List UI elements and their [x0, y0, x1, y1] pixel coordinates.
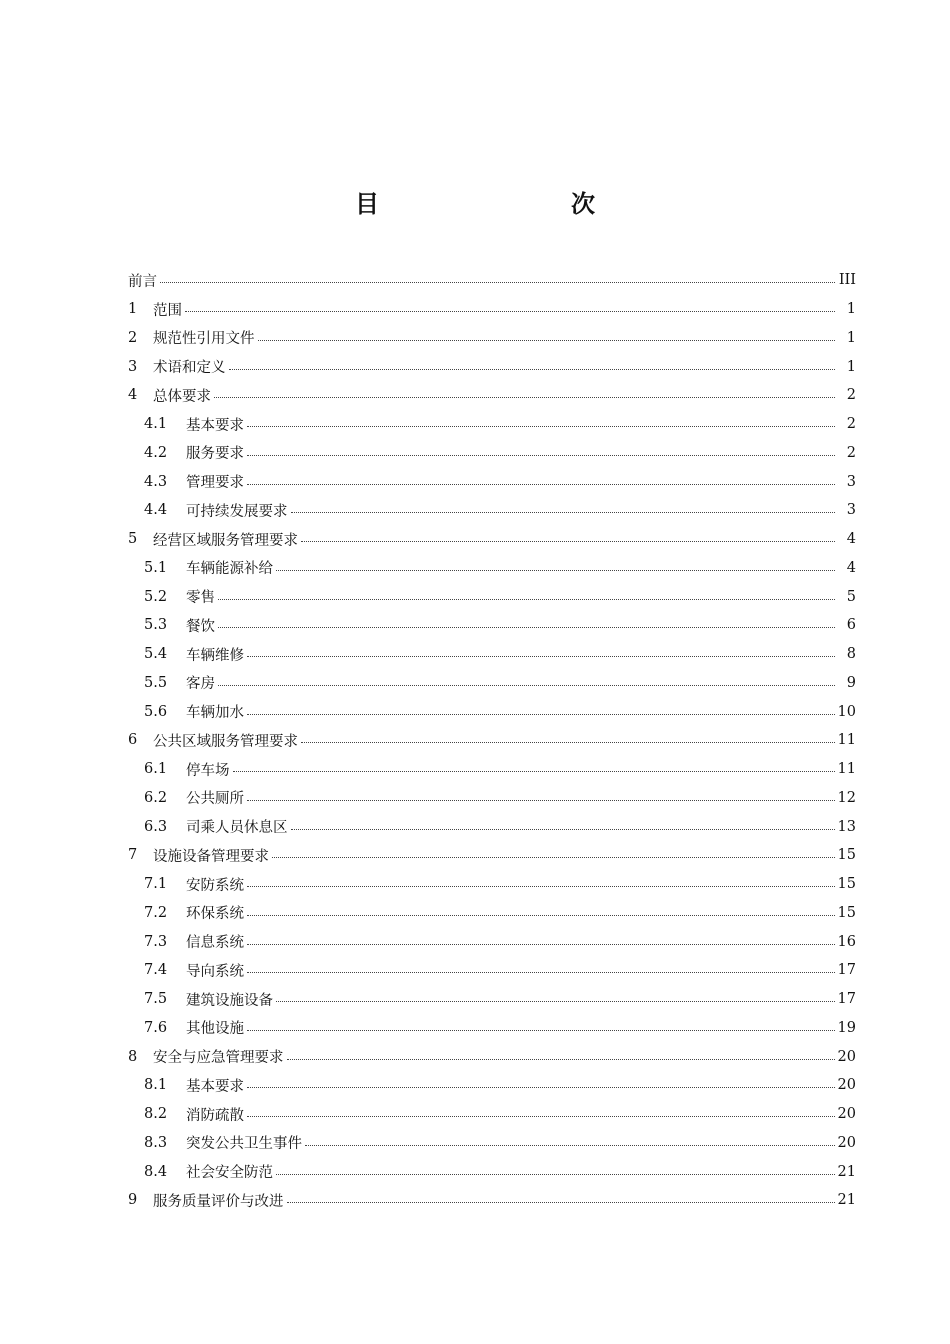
- toc-entry-number: 8.1: [144, 1077, 168, 1094]
- toc-entry-number: 5.2: [144, 588, 168, 605]
- toc-entry[interactable]: [128, 352, 856, 381]
- toc-entry-page-number: 1: [846, 358, 856, 375]
- toc-entry-number: 8.2: [144, 1106, 168, 1123]
- toc-entry-label: 服务要求: [186, 446, 244, 463]
- toc-entry-label: 停车场: [186, 762, 230, 779]
- toc-entry-number: 5.6: [144, 703, 168, 720]
- toc-dot-leader: [247, 425, 835, 427]
- toc-dot-leader: [218, 598, 835, 600]
- toc-entry-page-number: 9: [846, 674, 856, 691]
- toc-entry-page-number: 3: [846, 502, 856, 519]
- toc-dot-leader: [291, 511, 836, 513]
- toc-dot-leader: [160, 281, 835, 283]
- toc-entry[interactable]: [128, 266, 856, 295]
- toc-dot-leader: [185, 310, 835, 312]
- toc-entry-label: 公共厕所: [186, 791, 244, 808]
- toc-entry-label: 车辆维修: [186, 647, 244, 664]
- toc-entry[interactable]: [128, 582, 856, 611]
- toc-entry-page-number: 20: [837, 1048, 856, 1065]
- toc-entry[interactable]: [128, 640, 856, 669]
- toc-entry-number: 8.4: [144, 1163, 168, 1180]
- toc-entry-page-number: 4: [846, 531, 856, 548]
- toc-entry-label: 经营区域服务管理要求: [153, 532, 298, 549]
- toc-entry[interactable]: [128, 870, 856, 899]
- toc-entry-page-number: 17: [837, 962, 856, 979]
- toc-dot-leader: [247, 713, 835, 715]
- toc-entry-page-number: III: [838, 272, 856, 289]
- toc-entry[interactable]: [128, 525, 856, 554]
- toc-entry-label: 突发公共卫生事件: [186, 1136, 302, 1153]
- toc-dot-leader: [276, 1173, 835, 1175]
- toc-entry-label: 设施设备管理要求: [153, 848, 269, 865]
- toc-entry-number: 8: [128, 1048, 138, 1065]
- toc-entry[interactable]: [128, 669, 856, 698]
- toc-entry-number: 7.2: [144, 904, 168, 921]
- toc-entry-label: 可持续发展要求: [186, 503, 288, 520]
- toc-dot-leader: [233, 770, 835, 772]
- toc-dot-leader: [276, 569, 835, 571]
- toc-entry-number: 2: [128, 329, 138, 346]
- toc-entry[interactable]: [128, 410, 856, 439]
- toc-entry-page-number: 2: [846, 416, 856, 433]
- toc-entry-page-number: 11: [837, 761, 856, 778]
- toc-dot-leader: [301, 540, 835, 542]
- toc-entry-label: 车辆能源补给: [186, 561, 273, 578]
- toc-dot-leader: [247, 1029, 835, 1031]
- table-of-contents: [128, 266, 856, 1215]
- toc-entry-page-number: 12: [837, 789, 856, 806]
- toc-entry-label: 餐饮: [186, 618, 215, 635]
- toc-entry[interactable]: [128, 1186, 856, 1215]
- toc-entry-number: 5: [128, 531, 138, 548]
- toc-entry-page-number: 15: [837, 847, 856, 864]
- toc-entry-page-number: 11: [837, 732, 856, 749]
- toc-entry-number: 5.1: [144, 559, 168, 576]
- toc-entry-page-number: 1: [846, 329, 856, 346]
- toc-entry-number: 7.6: [144, 1019, 168, 1036]
- toc-dot-leader: [247, 1115, 835, 1117]
- toc-entry[interactable]: [128, 324, 856, 353]
- toc-dot-leader: [229, 368, 836, 370]
- toc-entry-label: 导向系统: [186, 963, 244, 980]
- toc-entry[interactable]: [128, 1042, 856, 1071]
- toc-entry[interactable]: [128, 554, 856, 583]
- toc-entry-number: 7.1: [144, 876, 168, 893]
- toc-dot-leader: [247, 1086, 835, 1088]
- toc-entry-label: 规范性引用文件: [153, 331, 255, 348]
- toc-entry-number: 6.3: [144, 818, 168, 835]
- toc-entry-label: 基本要求: [186, 1078, 244, 1095]
- toc-entry[interactable]: [128, 295, 856, 324]
- toc-entry-label: 术语和定义: [153, 360, 226, 377]
- toc-entry[interactable]: [128, 1157, 856, 1186]
- toc-entry-page-number: 20: [837, 1077, 856, 1094]
- toc-entry-label: 公共区域服务管理要求: [153, 733, 298, 750]
- toc-entry-page-number: 20: [837, 1134, 856, 1151]
- toc-entry-label: 基本要求: [186, 417, 244, 434]
- toc-entry[interactable]: [128, 899, 856, 928]
- toc-entry-page-number: 8: [846, 646, 856, 663]
- toc-entry[interactable]: [128, 755, 856, 784]
- toc-entry-label: 消防疏散: [186, 1107, 244, 1124]
- toc-entry[interactable]: [128, 1100, 856, 1129]
- toc-dot-leader: [291, 828, 835, 830]
- toc-dot-leader: [247, 483, 835, 485]
- toc-entry-number: 4.2: [144, 444, 168, 461]
- toc-entry-page-number: 4: [846, 559, 856, 576]
- toc-entry-number: 7.4: [144, 962, 168, 979]
- toc-entry-number: 7: [128, 847, 138, 864]
- toc-entry-label: 零售: [186, 590, 215, 607]
- toc-entry-page-number: 5: [846, 588, 856, 605]
- toc-entry[interactable]: [128, 985, 856, 1014]
- toc-entry-number: 8.3: [144, 1134, 168, 1151]
- toc-entry[interactable]: [128, 784, 856, 813]
- toc-entry-page-number: 13: [837, 818, 856, 835]
- toc-entry-page-number: 15: [837, 904, 856, 921]
- toc-dot-leader: [287, 1201, 835, 1203]
- toc-entry-number: 4.4: [144, 502, 168, 519]
- toc-entry[interactable]: [128, 611, 856, 640]
- toc-entry-label: 社会安全防范: [186, 1165, 273, 1182]
- toc-entry-label: 总体要求: [153, 388, 211, 405]
- toc-dot-leader: [218, 684, 835, 686]
- toc-dot-leader: [247, 943, 835, 945]
- toc-entry-number: 6.2: [144, 789, 168, 806]
- toc-dot-leader: [247, 655, 835, 657]
- toc-entry-number: 9: [128, 1192, 138, 1209]
- toc-entry[interactable]: [128, 381, 856, 410]
- toc-entry-number: 4.3: [144, 473, 168, 490]
- toc-entry-page-number: 21: [837, 1192, 856, 1209]
- toc-entry-label: 安全与应急管理要求: [153, 1050, 284, 1067]
- toc-entry-label: 信息系统: [186, 935, 244, 952]
- toc-entry-number: 6: [128, 732, 138, 749]
- toc-entry[interactable]: [128, 1129, 856, 1158]
- toc-entry-label: 安防系统: [186, 877, 244, 894]
- toc-entry-number: 5.3: [144, 617, 168, 634]
- toc-dot-leader: [247, 454, 835, 456]
- toc-entry-page-number: 6: [846, 617, 856, 634]
- toc-entry-label: 管理要求: [186, 475, 244, 492]
- toc-dot-leader: [287, 1058, 835, 1060]
- toc-entry-page-number: 17: [837, 991, 856, 1008]
- toc-entry-page-number: 16: [837, 933, 856, 950]
- toc-entry-label: 服务质量评价与改进: [153, 1193, 284, 1210]
- toc-entry-number: 4: [128, 387, 138, 404]
- toc-entry-page-number: 3: [846, 473, 856, 490]
- toc-entry-label: 范围: [153, 302, 182, 319]
- toc-dot-leader: [247, 799, 835, 801]
- toc-entry[interactable]: [128, 439, 856, 468]
- toc-entry[interactable]: [128, 812, 856, 841]
- toc-entry[interactable]: [128, 1071, 856, 1100]
- toc-entry-label: 环保系统: [186, 906, 244, 923]
- toc-entry-number: 5.4: [144, 646, 168, 663]
- toc-entry[interactable]: [128, 467, 856, 496]
- toc-dot-leader: [276, 1000, 835, 1002]
- toc-entry-number: 6.1: [144, 761, 168, 778]
- toc-entry-page-number: 10: [837, 703, 856, 720]
- toc-entry-page-number: 2: [846, 387, 856, 404]
- toc-dot-leader: [247, 971, 835, 973]
- toc-entry-page-number: 2: [846, 444, 856, 461]
- toc-entry[interactable]: [128, 1014, 856, 1043]
- toc-dot-leader: [214, 396, 835, 398]
- toc-entry-number: 3: [128, 358, 138, 375]
- toc-entry[interactable]: [128, 927, 856, 956]
- toc-entry-label: 建筑设施设备: [186, 992, 273, 1009]
- toc-dot-leader: [305, 1144, 835, 1146]
- toc-entry[interactable]: [128, 496, 856, 525]
- toc-entry-label: 客房: [186, 676, 215, 693]
- toc-entry-page-number: 15: [837, 876, 856, 893]
- toc-entry-number: 7.5: [144, 991, 168, 1008]
- toc-entry-number: 1: [128, 301, 138, 318]
- toc-entry-number: 4.1: [144, 416, 168, 433]
- page-title: 目 次: [355, 190, 643, 218]
- toc-entry[interactable]: [128, 841, 856, 870]
- toc-entry-page-number: 19: [837, 1019, 856, 1036]
- toc-entry-page-number: 21: [837, 1163, 856, 1180]
- toc-entry[interactable]: [128, 956, 856, 985]
- toc-dot-leader: [218, 626, 835, 628]
- toc-entry[interactable]: [128, 697, 856, 726]
- toc-entry-number: 7.3: [144, 933, 168, 950]
- toc-entry-number: 5.5: [144, 674, 168, 691]
- toc-entry-page-number: 20: [837, 1106, 856, 1123]
- toc-entry-label: 车辆加水: [186, 705, 244, 722]
- toc-dot-leader: [258, 339, 836, 341]
- toc-dot-leader: [301, 741, 835, 743]
- toc-dot-leader: [247, 914, 835, 916]
- toc-entry-label: 其他设施: [186, 1021, 244, 1038]
- toc-entry-label: 司乘人员休息区: [186, 820, 288, 837]
- toc-entry-page-number: 1: [846, 301, 856, 318]
- toc-entry[interactable]: [128, 726, 856, 755]
- toc-entry-label: 前言: [128, 273, 157, 290]
- toc-dot-leader: [272, 856, 835, 858]
- toc-dot-leader: [247, 885, 835, 887]
